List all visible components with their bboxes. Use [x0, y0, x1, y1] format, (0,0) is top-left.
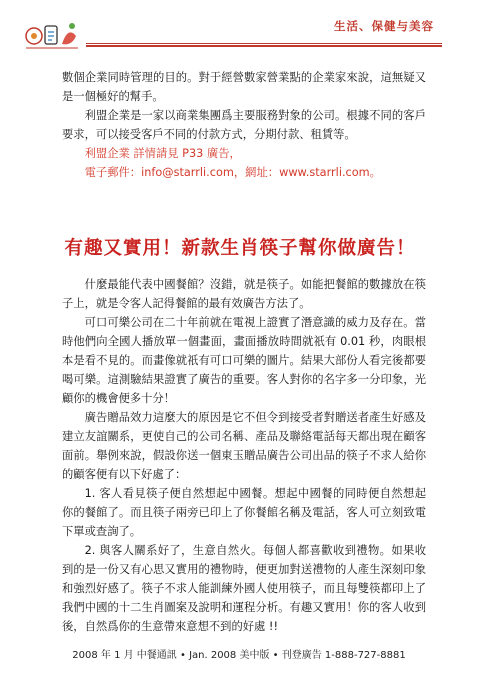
article-list-item-1: 1. 客人看見筷子便自然想起中國餐。想起中國餐的同時便自然想起你的餐館了。而且筷子兩旁已印上了你餐館名稱及電話，客人可立刻致電下單或查詢了。 [62, 487, 426, 538]
article-paragraph-2: 可口可樂公司在二十年前就在電視上證實了潛意識的威力及存在。當時他們向全國人播放單一個畫面，畫面播放時間就祇有 0.01 秒，肉眼根本是看不見的。而畫像就祇有可口可樂的圖片。結果大部份人看完後都要喝可樂。這測驗結果證實了廣告的重要。客人對你的名字多一分印象，光顧你的機會便多十分！ [62, 316, 426, 405]
contact-line-2: 電子郵件：info@starrli.com，網址：www.starrli.com。 [84, 166, 381, 179]
page-footer: 2008 年 1 月 中餐通訊 • Jan. 2008 美中版 • 刊登廣告 1-888-727-8881 [72, 650, 406, 661]
top-paragraph-2: 利盟企業是一家以商業集團爲主要服務對象的公司。根據不同的客戶要求，可以接受客戶不同的付款方式，分期付款、租賃等。 [62, 109, 426, 141]
article-body [62, 275, 426, 636]
contact-line-1: 利盟企業 詳情請見 P33 廣告， [84, 147, 241, 160]
top-section [62, 68, 426, 182]
article-paragraph-3: 廣告贈品效力這麼大的原因是它不但令到接受者對贈送者產生好感及建立友誼關系，更使自己的公司名稱、產品及聯絡電話每天都出現在顧客面前。舉例來說，假設你送一個東玉贈品廣告公司出品的筷子不求人給你的顧客便有以下好處了： [62, 411, 426, 481]
article-paragraph-1: 什麼最能代表中國餐館？沒錯，就是筷子。如能把餐館的數據放在筷子上，就是令客人記得餐館的最有效廣告方法了。 [62, 278, 426, 310]
top-paragraph-1: 數個企業同時管理的目的。對于經營數家營業點的企業家來說，這無疑又是一個極好的幫手。 [62, 71, 426, 103]
header-divider [86, 43, 442, 47]
article-headline: 有趣又實用！新款生肖筷子幫你做廣告！ [64, 238, 416, 259]
magazine-logo-icon [22, 16, 82, 52]
section-title: 生活、保健与美容 [334, 19, 434, 33]
article-list-item-2: 2. 與客人關系好了，生意自然火。每個人都喜歡收到禮物。如果收到的是一份又有心思又實用的禮物時，便更加對送禮物的人產生深刻印象和強烈好感了。筷子不求人能訓練外國人使用筷子，而且每雙筷都印上了我們中國的十二生肖圖案及說明和運程分析。有趣又實用！你的客人收到後，自然爲你的生意帶來意想不到的好處 !! [62, 544, 426, 633]
